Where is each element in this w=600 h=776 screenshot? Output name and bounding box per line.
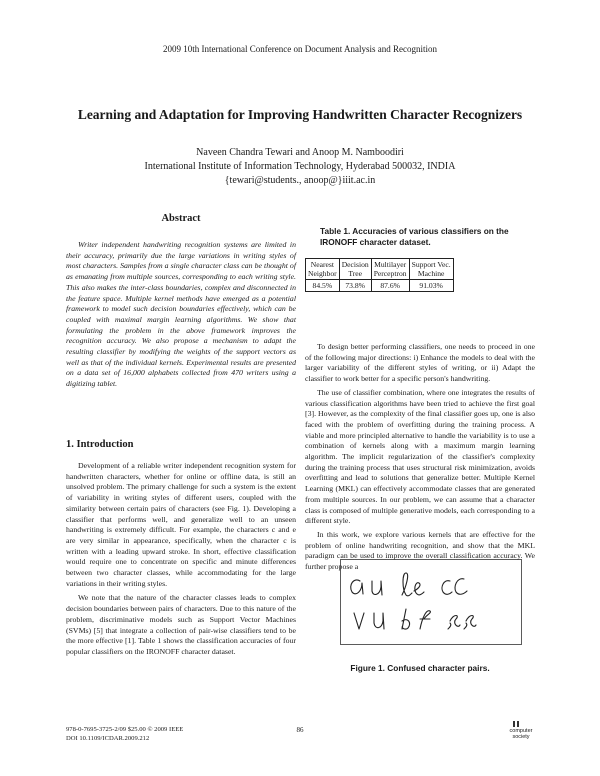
- footer-isbn: 978-0-7695-3725-2/09 $25.00 © 2009 IEEE: [66, 726, 184, 733]
- glyph-s2: [464, 616, 476, 630]
- conference-header: 2009 10th International Conference on Document Analysis and Recognition: [163, 44, 437, 54]
- introduction-body: [66, 461, 296, 658]
- abstract-heading: Abstract: [161, 213, 201, 224]
- table-cell: 73.8%: [339, 280, 371, 292]
- page-number: 86: [296, 726, 304, 734]
- right-paragraph-1: To design better performing classifiers, one needs to proceed in one of the following major directions: i) Enhance the models to deal with the larger variability of the different styles of writing, or ii) Adapt the classifier to work better for a specific person's handwriting.: [305, 342, 535, 384]
- figure-caption: Figure 1. Confused character pairs.: [350, 663, 490, 673]
- table-cell: 91.03%: [409, 280, 453, 292]
- table-header-cell: [409, 259, 453, 280]
- glyph-b: [402, 609, 410, 629]
- glyph-a: [351, 580, 363, 594]
- table-cell: 87.6%: [371, 280, 409, 292]
- affiliation: International Institute of Information Technology, Hyderabad 500032, INDIA: [144, 161, 456, 172]
- table-cell: 84.5%: [306, 280, 340, 292]
- handwriting-strokes: [351, 573, 476, 629]
- header-line: Machine: [417, 269, 445, 278]
- glyph-v: [354, 613, 364, 629]
- glyph-e2: [442, 581, 452, 595]
- table-caption: Table 1. Accuracies of various classifiers on the IRONOFF character dataset.: [320, 226, 509, 247]
- right-column-body: [305, 342, 535, 573]
- intro-paragraph-2: We note that the nature of the character classes leads to complex decision boundaries between pairs of characters. Due to this nature of the problem, discriminative models such as Support Vector Machines (SVMs) [5] that integrate a collection of pair-wise classifiers tend to be the more effective [1]. Table 1 shows the classification accuracies of four popular classifiers on the IRONOFF character dataset.: [66, 593, 296, 656]
- introduction-heading: 1. Introduction: [66, 439, 134, 450]
- header-line: Tree: [348, 269, 363, 278]
- glyph-u2: [374, 613, 384, 629]
- table-header-cell: [339, 259, 371, 280]
- right-paragraph-3: In this work, we explore various kernels that are effective for the problem of online handwriting recognition, and show that the MKL paradigm can be used to improve the overall classification accuracy. We further propose a: [305, 529, 535, 572]
- computer-society-logo: [495, 720, 545, 742]
- glyph-u: [372, 581, 382, 595]
- right-paragraph-2: The use of classifier combination, where one integrates the results of various classification algorithms have been tried to achieve the first goal [3]. However, as the complexity of the final classifier goes up, one is also faced with the problem of overfitting during the training process. A viable and more principled alternative to handle the variability is to use a combination of kernels along with a maximum margin learning algorithm. The implicit regularization of the classifier's complexity during the training process that uses structural risk minimization, avoids overfitting and lead to solutions that generalize better. Multiple Kernel Learning (MKL) can effectively accommodate classes that are generated from multiple sources. In our problem, we can assume that a character class is composed of multiple generative models, each corresponding to a different style.: [305, 387, 535, 526]
- handwritten-character-pairs-figure: [340, 559, 522, 645]
- figure-border: [341, 560, 522, 645]
- authors: Naveen Chandra Tewari and Anoop M. Namboodiri: [196, 147, 404, 158]
- logo-text: computer society: [509, 728, 533, 740]
- header-line: Support Vec.: [411, 260, 451, 269]
- glyph-c: [455, 579, 467, 595]
- glyph-l: [402, 573, 412, 596]
- intro-paragraph-1: Development of a reliable writer independent recognition system for handwritten characters, whether for online or offline data, is still an unsolved problem. The primary challenge for such a system is the extent of variability in writing styles of different users, coupled with the similarity between certain pairs of characters (see Fig. 1). Developing a classifier that performs well, and generalize well to an unseen handwriting is extremely difficult. For example, the characters c and e are very similar in appearance, specifically, when the character c is written with a leading upward stroke. In short, effective classification would require one to concentrate on specific and minute differences between two character classes, while accommodating for the large variations in their writing styles.: [66, 461, 296, 588]
- abstract-body: [66, 240, 296, 390]
- header-line: Decision: [341, 260, 369, 269]
- footer-doi: DOI 10.1109/ICDAR.2009.212: [66, 734, 150, 742]
- table-header-row: [306, 259, 454, 280]
- paper-title: Learning and Adaptation for Improving Handwritten Character Recognizers: [77, 107, 523, 122]
- glyph-f: [420, 611, 430, 629]
- emails: {tewari@students., anoop@}iiit.ac.in: [224, 175, 376, 186]
- table-header-cell: [371, 259, 409, 280]
- glyph-e: [414, 583, 424, 595]
- header-line: Neighbor: [308, 269, 337, 278]
- table-header-cell: [306, 259, 340, 280]
- header-line: Multilayer: [374, 260, 407, 269]
- author-block: [0, 146, 600, 188]
- header-line: Nearest: [310, 260, 334, 269]
- abstract-text: Writer independent handwriting recognition systems are limited in their accuracy, primarily due the large variations in writing styles of most characters. Samples from a single character class can be thought of as emanating from multiple sources, corresponding to each writing style. This also makes the inter-class boundaries, complex and disconnected in the feature space. Multiple kernel methods have emerged as a potential framework to model such decision boundaries effectively, which can be coupled with maximal margin learning algorithms. We show that formulating the problem in the above framework improves the recognition accuracy. We also propose a mechanism to adapt the resulting classifier by modifying the weights of the support vectors as well as that of the individual kernels. Experimental results are presented on a data set of 16,000 alphabets collected from 470 writers using a digitizing tablet.: [66, 240, 296, 389]
- glyph-s: [448, 616, 460, 630]
- header-line: Perceptron: [373, 269, 407, 278]
- accuracy-table: [305, 258, 454, 292]
- table-row: [306, 280, 454, 292]
